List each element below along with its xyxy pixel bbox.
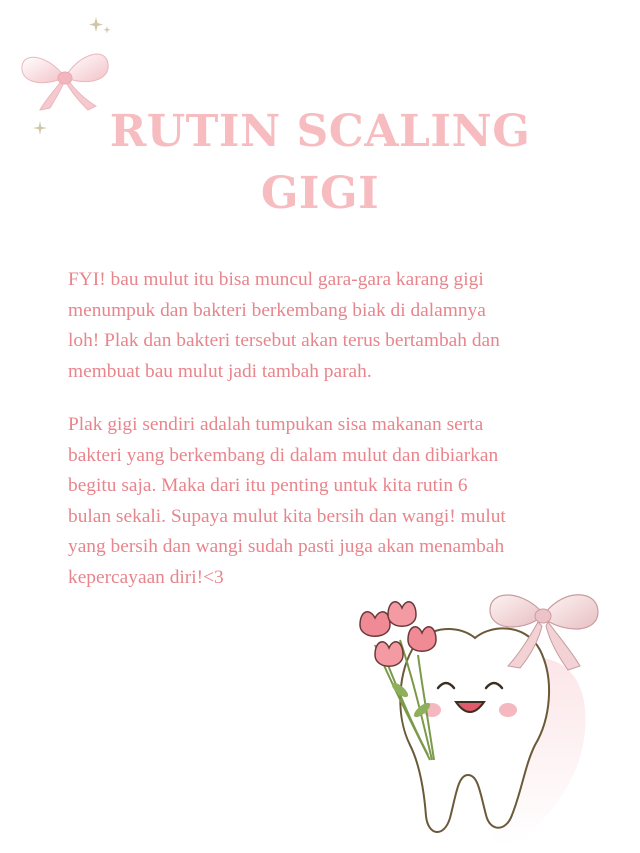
text-line: bulan sekali. Supaya mulut kita bersih dan wangi! mulut — [68, 505, 506, 527]
body-paragraph-1 — [68, 265, 588, 387]
page-title-line-2: GIGI — [260, 168, 380, 219]
text-line: Plak gigi sendiri adalah tumpukan sisa makanan serta — [68, 414, 484, 435]
text-line: bakteri yang berkembang di dalam mulut dan dibiarkan — [68, 444, 499, 466]
body-paragraph-2 — [68, 410, 588, 593]
page-title-line-1: RUTIN SCALING — [109, 106, 531, 157]
text-line: menumpuk dan bakteri berkembang biak di dalamnya — [68, 299, 486, 321]
text-line: loh! Plak dan bakteri tersebut akan terus bertambah dan — [68, 330, 500, 351]
text-line: yang bersih dan wangi sudah pasti juga akan menambah — [68, 536, 505, 557]
text-line: FYI! bau mulut itu bisa muncul gara-gara karang gigi — [68, 269, 484, 290]
text-line: membuat bau mulut jadi tambah parah. — [68, 360, 372, 382]
text-line: begitu saja. Maka dari itu penting untuk kita rutin 6 — [68, 475, 468, 496]
smiling-tooth-with-flowers-icon — [340, 570, 620, 853]
sparkle-icon — [88, 16, 112, 38]
pink-bow-icon — [14, 36, 114, 116]
text-line: kepercayaan diri!<3 — [68, 566, 224, 588]
